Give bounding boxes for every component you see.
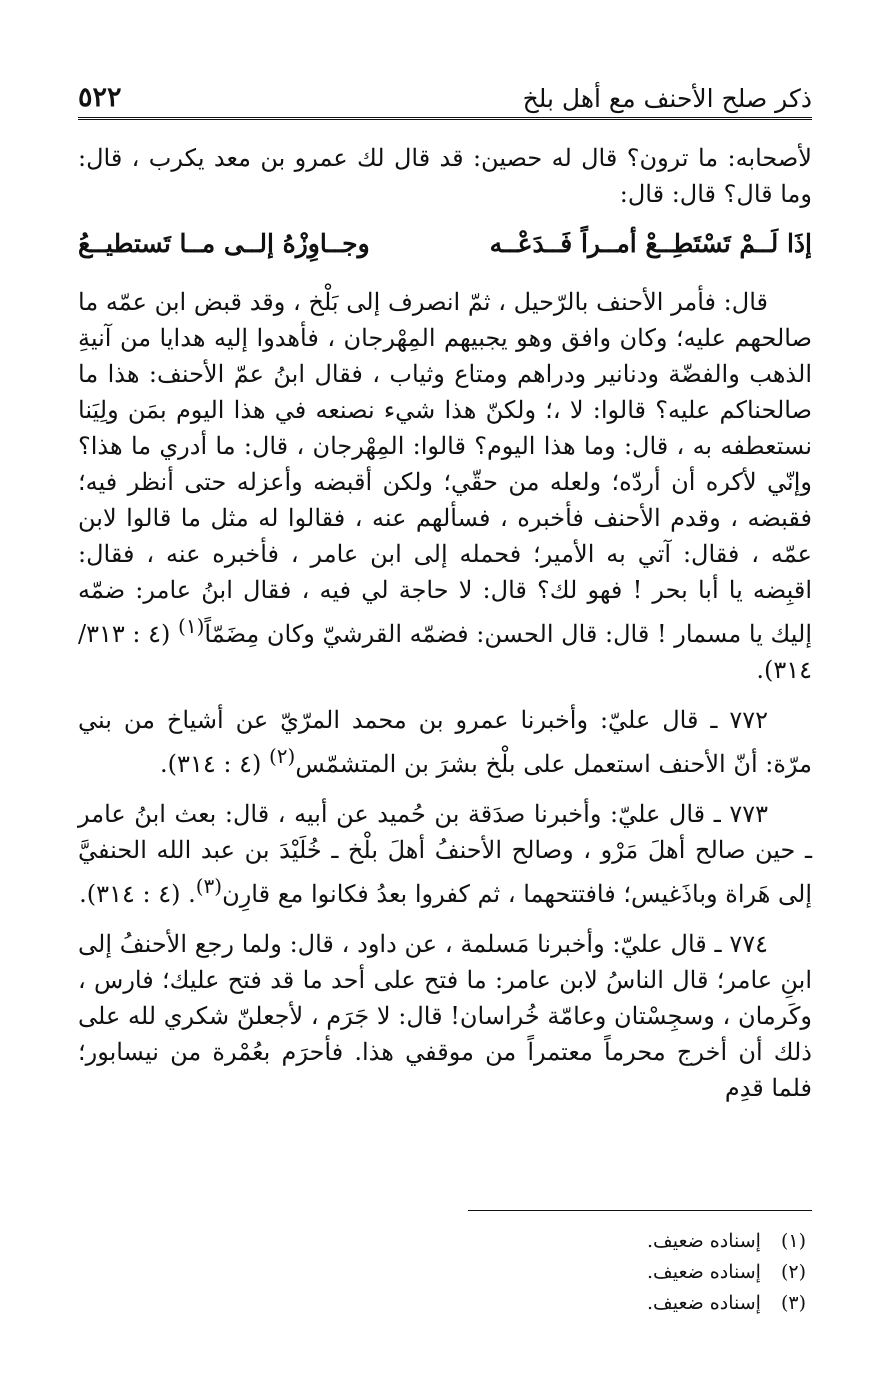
- footnotes: [78, 1226, 812, 1319]
- footnote-marker-2: (٢): [268, 744, 296, 768]
- paragraph-772-number: ٧٧٢: [729, 706, 768, 734]
- page-number: ٥٢٢: [78, 82, 122, 113]
- footnote-marker-3: (٣): [195, 874, 223, 898]
- footnote-item: [78, 1288, 812, 1319]
- paragraph-774-text: ـ قال عليّ: وأخبرنا مَسلمة ، عن داود ، قال: ولما رجع الأحنفُ إلى ابنِ عامر؛ قال الناسُ لابن عامر: ما فتح على أحد ما قد فتح عليك؛ فارس ، وكَرمان ، وسجِسْتان وعامّة خُراسان! قال: لا جَرَم ، لأجعلنّ شكري لله على ذلك أن أخرج محرماً معتمراً من موقفي هذا. فأحرَم بعُمْرة من نيسابور؛ فلما قدِم: [78, 930, 812, 1102]
- footnote-text: إسناده ضعيف.: [647, 1230, 761, 1252]
- paragraph-773-number: ٧٧٣: [729, 800, 768, 828]
- paragraph-772-text: ـ قال عليّ: وأخبرنا عمرو بن محمد المرّيّ عن أشياخ من بني مرّة: أنّ الأحنف استعمل على بلْخ بشرَ بن المتشمّس: [78, 706, 812, 778]
- main-text: [78, 140, 812, 1120]
- paragraph-774: [78, 926, 812, 1106]
- intro-paragraph: [78, 140, 812, 212]
- paragraph-1: [78, 284, 812, 688]
- intro-text: لأصحابه: ما ترون؟ قال له حصين: قد قال لك عمرو بن معد يكرب ، قال: وما قال؟ قال: قال:: [78, 144, 812, 208]
- poetry-verse: [78, 226, 812, 262]
- paragraph-772: [78, 702, 812, 782]
- footnote-number: (١): [780, 1230, 806, 1252]
- footnote-item: [78, 1226, 812, 1257]
- footnote-text: إسناده ضعيف.: [647, 1261, 761, 1283]
- paragraph-773-reference: . (٤ : ٣١٤).: [79, 880, 196, 908]
- paragraph-1-reference: (٤ : ٣١٣/ ٣١٤).: [78, 620, 812, 684]
- footnote-item: [78, 1257, 812, 1288]
- running-header: [78, 78, 812, 120]
- footnote-marker-1: (١): [178, 614, 205, 638]
- paragraph-773: [78, 796, 812, 912]
- paragraph-772-reference: (٤ : ٣١٤).: [160, 750, 262, 778]
- header-title: ذكر صلح الأحنف مع أهل بلخ: [522, 84, 812, 113]
- footnote-number: (٣): [780, 1292, 806, 1314]
- paragraph-774-number: ٧٧٤: [729, 930, 768, 958]
- header-rule: [78, 117, 812, 120]
- paragraph-773-text: ـ قال عليّ: وأخبرنا صدَقة بن حُميد عن أبيه ، قال: بعث ابنُ عامر ـ حين صالح أهلَ مَرْو ، وصالح الأحنفُ أهلَ بلْخ ـ خُلَيْدَ بن عبد الله الحنفيَّ إلى هَراة وباذَغيس؛ فافتتحهما ، ثم كفروا بعدُ فكانوا مع قارِن: [78, 800, 812, 908]
- footnote-number: (٢): [780, 1261, 806, 1283]
- verse-first-hemistich: إذَا لَــمْ تَسْتَطِــعْ أمــراً فَــدَعْــه: [489, 229, 812, 258]
- verse-second-hemistich: وجــاوِزْهُ إلــى مــا تَستطيــعُ: [78, 229, 370, 258]
- footnote-separator: [468, 1210, 812, 1211]
- footnote-text: إسناده ضعيف.: [647, 1292, 761, 1314]
- paragraph-1-text: قال: فأمر الأحنف بالرّحيل ، ثمّ انصرف إلى بَلْخ ، وقد قبض ابن عمّه ما صالحهم عليه؛ وكان وافق وهو يجبيهم المِهْرجان ، فأهدوا إليه هدايا من آنيةِ الذهب والفضّة ودنانير ودراهم ومتاع وثياب ، فقال ابنُ عمّ الأحنف: هذا ما صالحناكم عليه؟ قالوا: لا ،؛ ولكنّ هذا شيء نصنعه في هذا اليوم بمَن ولِيَنا نستعطفه به ، قال: وما هذا اليوم؟ قالوا: المِهْرجان ، قال: ما أدري ما هذا؟ وإنّي لأكره أن أردّه؛ ولعله من حقّي؛ ولكن أقبضه وأعزله حتى أنظر فيه؛ فقبضه ، وقدم الأحنف فأخبره ، فسألهم عنه ، فقالوا له مثل ما قالوا لابن عمّه ، فقال: آتي به الأمير؛ فحمله إلى ابن عامر ، فأخبره عنه ، فقال: اقبِضه يا أبا بحر ! فهو لك؟ قال: لا حاجة لي فيه ، فقال ابنُ عامر: ضمّه إليك يا مسمار ! قال: قال الحسن: فضمّه القرشيّ وكان مِضَمّاً: [78, 288, 813, 648]
